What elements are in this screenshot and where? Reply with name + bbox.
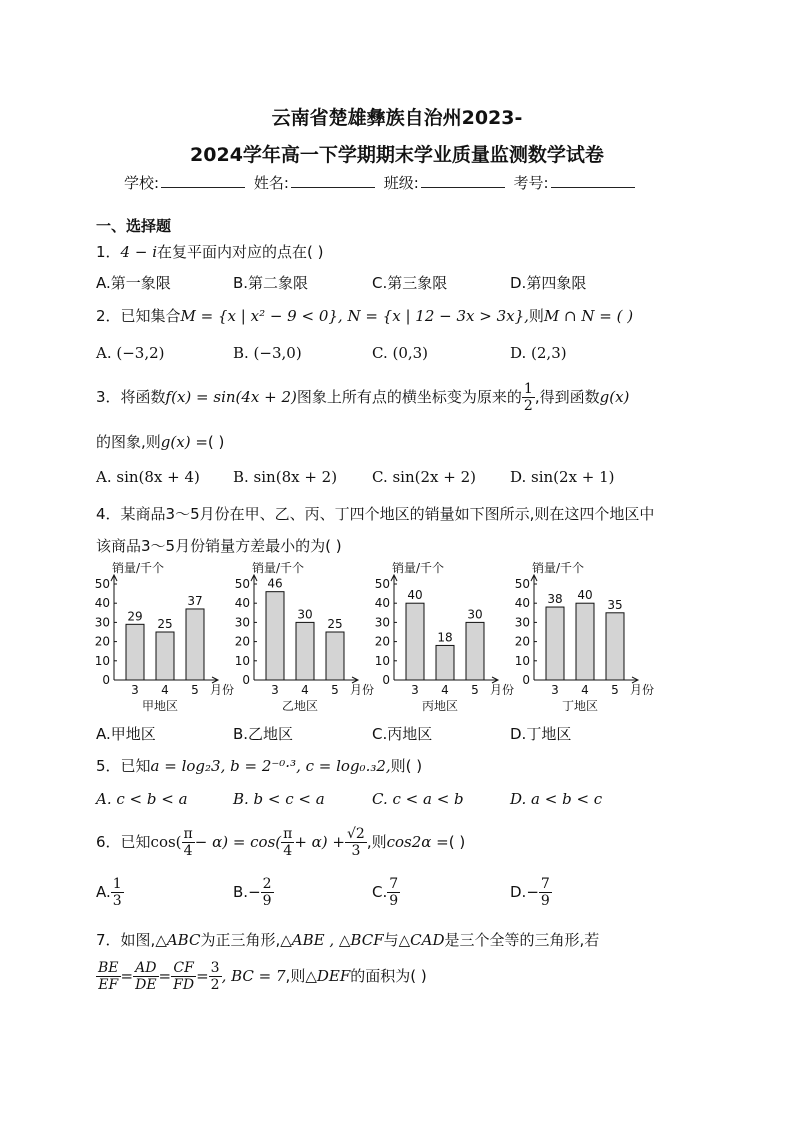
q6-option-c — [372, 876, 400, 909]
q3-line2-paren: ( ) — [207, 433, 225, 451]
chart-3-bar-4 — [436, 645, 454, 680]
q6-pi-over-4-a — [182, 826, 195, 859]
q7-cad: △CAD — [398, 931, 445, 949]
chart-3-ytick-10: 10 — [374, 653, 390, 668]
q7-eq2: = — [158, 967, 172, 985]
q6-d-n: 7 — [540, 876, 550, 892]
q3-option-c: C. sin(2x + 2) — [372, 468, 476, 486]
q1-option-c: C.第三象限 — [372, 274, 448, 292]
chart-2-title: 乙地区 — [281, 699, 319, 713]
q7-text-d: 是三个全等的三角形,若 — [444, 931, 600, 949]
chart-3-bar-3 — [406, 603, 424, 680]
chart-1-xlabel: 月份 — [209, 683, 235, 697]
chart-4-ytick-40: 40 — [514, 596, 530, 611]
q1-option-b: B.第二象限 — [233, 274, 309, 292]
chart-1-bar-3 — [126, 624, 144, 680]
q3-stem: 3．将函数 — [96, 388, 166, 406]
chart-4-bar-5 — [606, 613, 624, 680]
chart-1-ytick-10: 10 — [94, 653, 110, 668]
q7-def: △DEF — [305, 967, 351, 985]
chart-4-bar-3 — [546, 607, 564, 680]
question-1 — [96, 241, 323, 262]
q3-line2-text: 的图象,则 — [96, 433, 161, 451]
q6-d-sign: − — [526, 883, 539, 901]
class-blank — [421, 173, 505, 188]
q7-f2d: DE — [135, 977, 157, 993]
q7-frac-3-2 — [209, 960, 222, 993]
q6-d-label: D. — [510, 883, 527, 901]
q6-c-d: 9 — [389, 893, 399, 909]
chart-2-bar-5 — [326, 632, 344, 680]
chart-4-xtick-3: 3 — [551, 683, 559, 697]
q7-f3d: FD — [173, 977, 195, 993]
chart-2-data-label-3: 46 — [267, 576, 283, 591]
q6-option-b — [233, 876, 274, 909]
chart-1-bar-5 — [186, 609, 204, 680]
chart-1-data-label-5: 37 — [187, 593, 203, 608]
chart-3-xtick-3: 3 — [411, 683, 419, 697]
chart-1-ytick-20: 20 — [94, 634, 110, 649]
question-5 — [96, 755, 422, 776]
exam-number-label: 考号: — [513, 174, 549, 192]
q6-c-label: C. — [372, 883, 388, 901]
q7-f2n: AD — [133, 960, 158, 977]
chart-2-ytick-30: 30 — [234, 615, 250, 630]
chart-2-bar-3 — [266, 592, 284, 680]
q6-b-n: 2 — [262, 876, 272, 892]
chart-1-data-label-4: 25 — [157, 617, 173, 631]
chart-4-ytick-10: 10 — [514, 653, 530, 668]
q5-tail: 则( ) — [390, 757, 423, 775]
question-2 — [96, 305, 633, 326]
q7-frac-cf-fd — [171, 960, 196, 993]
q7-abe-bcf: △ABE , △BCF — [280, 931, 384, 949]
name-label: 姓名: — [253, 174, 289, 192]
q6-option-d — [510, 876, 552, 909]
q6-plus-alpha: + α) + — [294, 833, 345, 851]
question-4-line2: 该商品3～5月份销量方差最小的为( ) — [96, 537, 342, 555]
chart-1-xtick-3: 3 — [131, 683, 139, 697]
chart-1-xtick-5: 5 — [191, 683, 199, 697]
q4-option-a: A.甲地区 — [96, 725, 156, 743]
q6-a-label: A. — [96, 883, 111, 901]
q6-three: 3 — [351, 843, 361, 859]
chart-3-data-label-3: 40 — [407, 588, 423, 603]
q6-sqrt2-over-3 — [345, 826, 367, 859]
chart-1-ylabel: 销量/千个 — [112, 561, 165, 575]
q7-f3n: CF — [171, 960, 196, 977]
info-fields — [124, 172, 639, 193]
q2-tail-math: M ∩ N = ( ) — [543, 307, 634, 325]
name-blank — [291, 173, 375, 188]
exam-title-line2: 2024学年高一下学期期末学业质量监测数学试卷 — [190, 144, 604, 166]
chart-4-ytick-30: 30 — [514, 615, 530, 630]
q6-c-frac — [387, 876, 400, 909]
exam-number-blank — [551, 173, 635, 188]
q5-math: a = log₂3, b = 2⁻⁰·³, c = log₀.₃2, — [150, 757, 391, 775]
chart-3-ytick-40: 40 — [374, 596, 390, 611]
chart-2-ytick-20: 20 — [234, 634, 250, 649]
q3-frac-den: 2 — [523, 398, 533, 414]
q3-mid2: ,得到函数 — [534, 388, 600, 406]
chart-4-ylabel: 销量/千个 — [532, 561, 585, 575]
q6-b-label: B. — [233, 883, 249, 901]
chart-2-ytick-0: 0 — [242, 673, 250, 687]
q6-a-frac — [111, 876, 124, 909]
q6-d-d: 9 — [540, 893, 550, 909]
q7-tail-b: 的面积为( ) — [350, 967, 427, 985]
chart-3-title: 丙地区 — [421, 699, 459, 713]
chart-4-xtick-4: 4 — [581, 683, 589, 697]
q7-f1d: EF — [98, 977, 119, 993]
q3-f-math: f(x) = sin(4x + 2) — [165, 388, 297, 406]
q7-text-b: 为正三角形, — [200, 931, 281, 949]
chart-1-bar-4 — [156, 632, 174, 680]
chart-2-xtick-3: 3 — [271, 683, 279, 697]
q5-option-a: A. c < b < a — [96, 790, 188, 808]
q2-option-d: D. (2,3) — [510, 344, 567, 362]
chart-3-xlabel: 月份 — [489, 683, 515, 697]
q1-text: 在复平面内对应的点在( ) — [157, 243, 324, 261]
q3-fraction — [522, 381, 535, 414]
q7-eq3: = — [196, 967, 209, 985]
q6-b-d: 9 — [262, 893, 272, 909]
class-label: 班级: — [383, 174, 419, 192]
q2-option-c: C. (0,3) — [372, 344, 429, 362]
q1-number: 1． — [96, 243, 121, 261]
q2-stem: 2．已知集合 — [96, 307, 181, 325]
chart-2-data-label-5: 25 — [327, 617, 343, 631]
q7-bc: , BC = 7 — [221, 967, 286, 985]
q2-option-b: B. (−3,0) — [233, 344, 302, 362]
question-6 — [96, 824, 465, 860]
school-blank — [161, 173, 245, 188]
q7-stem: 7．如图, — [96, 931, 156, 949]
chart-4-xtick-5: 5 — [611, 683, 619, 697]
q6-b-sign: − — [248, 883, 261, 901]
q3-option-a: A. sin(8x + 4) — [96, 468, 200, 486]
chart-3-bar-5 — [466, 622, 484, 680]
q7-f1n: BE — [98, 960, 119, 976]
q6-option-a — [96, 876, 124, 909]
q6-b-frac — [261, 876, 274, 909]
q2-option-a: A. (−3,2) — [96, 344, 165, 362]
chart-4-data-label-3: 38 — [547, 592, 563, 607]
q6-cos1: cos( — [150, 833, 182, 851]
chart-3-ylabel: 销量/千个 — [392, 561, 445, 575]
q3-option-b: B. sin(8x + 2) — [233, 468, 338, 486]
school-label: 学校: — [124, 174, 160, 192]
q5-option-c: C. c < a < b — [372, 790, 464, 808]
q7-frac-be-ef — [96, 960, 121, 993]
question-4-line1: 4．某商品3～5月份在甲、乙、丙、丁四个地区的销量如下图所示,则在这四个地区中 — [96, 505, 655, 523]
q4-option-c: C.丙地区 — [372, 725, 433, 743]
q7-abc: △ABC — [155, 931, 201, 949]
q7-eq1: = — [120, 967, 134, 985]
question-3-line2 — [96, 431, 224, 452]
chart-2-xtick-5: 5 — [331, 683, 339, 697]
q3-option-d: D. sin(2x + 1) — [510, 468, 615, 486]
q6-tail: ,则 — [366, 833, 387, 851]
q2-math: M = {x | x² − 9 < 0}, N = {x | 12 − 3x > 3x}, — [180, 307, 529, 325]
chart-3-xtick-5: 5 — [471, 683, 479, 697]
q3-mid: 图象上所有点的横坐标变为原来的 — [296, 388, 522, 406]
q7-f4n: 3 — [210, 960, 220, 976]
chart-4-data-label-5: 35 — [607, 597, 623, 612]
q6-stem: 6．已知 — [96, 833, 151, 851]
chart-3-ytick-30: 30 — [374, 615, 390, 630]
question-7-line1 — [96, 929, 599, 950]
chart-1-xtick-4: 4 — [161, 683, 169, 697]
chart-2-ytick-40: 40 — [234, 596, 250, 611]
q5-option-d: D. a < b < c — [510, 790, 603, 808]
q6-paren: ( ) — [448, 833, 466, 851]
q6-c-n: 7 — [389, 876, 399, 892]
chart-4-xlabel: 月份 — [629, 683, 655, 697]
q6-pi-over-4-b — [281, 826, 294, 859]
q6-minus-alpha: − α) = cos( — [194, 833, 282, 851]
q5-option-b: B. b < c < a — [233, 790, 325, 808]
chart-2-xlabel: 月份 — [349, 683, 375, 697]
q6-tail-math: cos2α = — [386, 833, 449, 851]
chart-4-ytick-20: 20 — [514, 634, 530, 649]
q7-text-c: 与 — [383, 931, 399, 949]
question-3 — [96, 381, 629, 414]
chart-4-title: 丁地区 — [561, 699, 599, 713]
q2-tail: 则 — [528, 307, 544, 325]
chart-3-data-label-4: 18 — [437, 630, 453, 645]
q4-charts — [90, 560, 670, 715]
exam-title-line1: 云南省楚雄彝族自治州2023- — [271, 107, 523, 129]
q6-d-frac — [539, 876, 552, 909]
q7-frac-ad-de — [133, 960, 158, 993]
q4-option-d: D.丁地区 — [510, 725, 572, 743]
q6-four-b: 4 — [283, 843, 293, 859]
q5-stem: 5．已知 — [96, 757, 151, 775]
chart-1-ytick-30: 30 — [94, 615, 110, 630]
chart-3-ytick-20: 20 — [374, 634, 390, 649]
question-7-line2 — [96, 960, 427, 993]
chart-3-ytick-50: 50 — [374, 577, 390, 591]
chart-2-bar-4 — [296, 622, 314, 680]
q6-a-d: 3 — [112, 893, 122, 909]
q6-pi-a: π — [183, 826, 193, 842]
chart-2-xtick-4: 4 — [301, 683, 309, 697]
q3-line2-math: g(x) = — [160, 433, 208, 451]
chart-2-ytick-50: 50 — [234, 577, 250, 591]
chart-2-ytick-10: 10 — [234, 653, 250, 668]
q7-tail-a: ,则 — [285, 967, 306, 985]
chart-4-data-label-4: 40 — [577, 588, 593, 603]
q6-a-n: 1 — [112, 876, 122, 892]
q3-g-math: g(x) — [599, 388, 630, 406]
q1-math: 4 − i — [120, 243, 157, 261]
section-heading: 一、选择题 — [96, 217, 172, 235]
q1-option-d: D.第四象限 — [510, 274, 587, 292]
chart-3-data-label-5: 30 — [467, 607, 483, 622]
chart-1-title: 甲地区 — [141, 699, 179, 713]
chart-1-data-label-3: 29 — [127, 609, 143, 624]
chart-1-ytick-40: 40 — [94, 596, 110, 611]
chart-4-ytick-0: 0 — [522, 673, 530, 687]
chart-2-data-label-4: 30 — [297, 607, 313, 622]
chart-1-ytick-50: 50 — [94, 577, 110, 591]
chart-1-ytick-0: 0 — [102, 673, 110, 687]
q1-option-a: A.第一象限 — [96, 274, 171, 292]
q3-frac-num: 1 — [523, 381, 533, 397]
chart-3-xtick-4: 4 — [441, 683, 449, 697]
chart-2-ylabel: 销量/千个 — [252, 561, 305, 575]
chart-3-ytick-0: 0 — [382, 673, 390, 687]
q6-sqrt2: √2 — [347, 826, 365, 842]
q4-option-b: B.乙地区 — [233, 725, 294, 743]
chart-4-bar-4 — [576, 603, 594, 680]
q6-four-a: 4 — [183, 843, 193, 859]
q6-pi-b: π — [283, 826, 293, 842]
q7-f4d: 2 — [210, 977, 220, 993]
chart-4-ytick-50: 50 — [514, 577, 530, 591]
